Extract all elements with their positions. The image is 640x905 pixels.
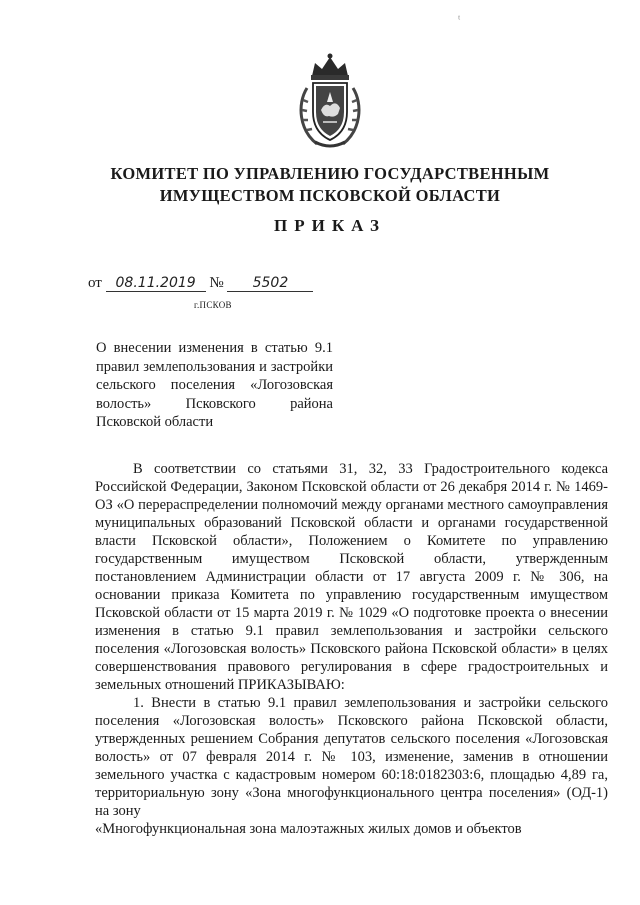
organization-line-1: КОМИТЕТ ПО УПРАВЛЕНИЮ ГОСУДАРСТВЕННЫМ <box>110 164 550 183</box>
order-number: 5502 <box>227 275 313 292</box>
scan-speck: ᵗ <box>458 12 461 26</box>
coat-of-arms-icon <box>295 52 365 152</box>
body-paragraph-continuation: «Многофункциональная зона малоэтажных жилых домов и объектов <box>95 821 522 837</box>
body-paragraph-item-1: 1. Внести в статью 9.1 правил землепользования и застройки сельского поселения «Логозовская волость» Псковского района Псковской области, утвержденных решением Собрания депутатов сельского поселения «Логозовская волость» от 07 февраля 2014 г. № 103, изменение, заменив в отношении земельного участка с кадастровым номером 60:18:0182303:6, площадью 4,89 га, территориальную зону «Зона многофункционального центра поселения» (ОД-1) на зону <box>95 695 608 819</box>
order-body <box>95 460 608 837</box>
city-label: г.ПСКОВ <box>194 300 232 310</box>
date-number-row <box>88 275 313 292</box>
number-prefix: № <box>209 275 224 291</box>
date-prefix: от <box>88 275 102 291</box>
organization-line-2: ИМУЩЕСТВОМ ПСКОВСКОЙ ОБЛАСТИ <box>159 186 501 205</box>
order-subject: О внесении изменения в статью 9.1 правил землепользования и застройки сельского поселения «Логозовская волость» Псковского района Псковской области <box>96 340 333 430</box>
order-date: 08.11.2019 <box>106 275 206 292</box>
organization-name <box>80 163 580 207</box>
body-paragraph-preamble: В соответствии со статьями 31, 32, 33 Градостроительного кодекса Российской Федерации, Законом Псковской области от 26 декабря 2014 г. № 1469-ОЗ «О перераспределении полномочий между органами местного самоуправления муниципальных образований Псковской области и органами государственной власти Псковской области», Положением о Комитете по управлению государственным имуществом Псковской области, утвержденным постановлением Администрации области от 17 августа 2009 г. № 306, на основании приказа Комитета по управлению государственным имуществом Псковской области от 15 марта 2019 г. № 1029 «О подготовке проекта о внесении изменения в статью 9.1 правил землепользования и застройки сельского поселения «Логозовская волость» Псковского района Псковской области» в целях совершенствования правового регулирования в сфере градостроительных и земельных отношений ПРИКАЗЫВАЮ: <box>95 461 608 693</box>
document-type: ПРИКАЗ <box>274 216 386 235</box>
